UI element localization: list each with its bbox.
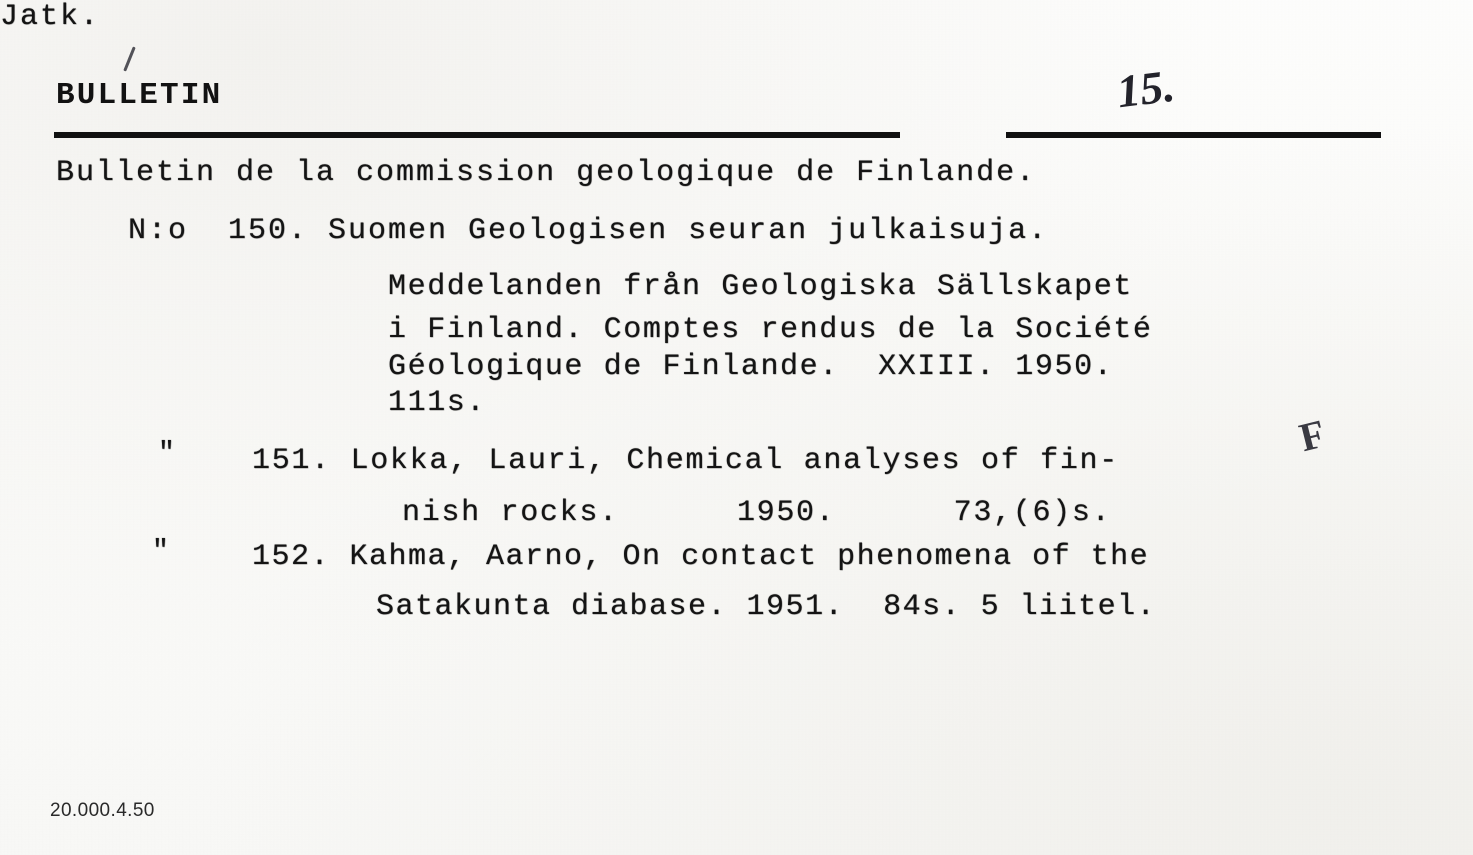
entry-151-line-2: nish rocks. 1950. 73,(6)s. [402,496,1112,530]
header-rule-left [54,132,900,138]
entry-150-line-3: i Finland. Comptes rendus de la Société [388,313,1153,347]
handwritten-f-mark: F [1294,410,1330,461]
series-title-line: Bulletin de la commission geologique de Finlande. [56,156,1037,190]
entry-151-ditto-mark: " [158,438,177,469]
entry-152-line-2: Satakunta diabase. 1951. 84s. 5 liitel. [376,590,1157,624]
header-rule-right [1006,132,1381,138]
entry-152-ditto-mark: " [152,536,171,567]
entry-151-line-1: 151. Lokka, Lauri, Chemical analyses of fin- [252,444,1119,478]
printer-code: 20.000.4.50 [50,800,155,821]
entry-150-line-5: 111s. [388,386,487,420]
handwritten-call-number: 15. [1114,59,1178,118]
entry-150-line-2: Meddelanden från Geologiska Sällskapet [388,270,1133,304]
entry-150-line-1: N:o 150. Suomen Geologisen seuran julkaisuja. [128,214,1049,248]
pen-tick-icon [123,46,136,71]
continuation-note: Jatk. [0,0,101,34]
page-title: BULLETIN [56,78,223,113]
entry-152-line-1: 152. Kahma, Aarno, On contact phenomena of the [252,540,1150,574]
entry-150-line-4: Géologique de Finlande. XXIII. 1950. [388,350,1114,384]
